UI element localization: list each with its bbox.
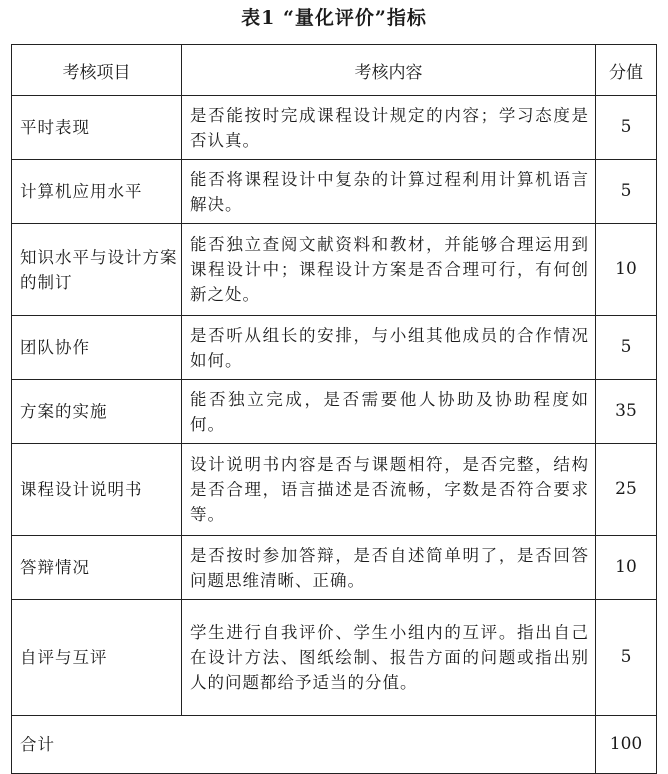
row-score: 10 xyxy=(596,536,657,600)
row-item: 课程设计说明书 xyxy=(12,444,182,536)
row-content: 是否能按时完成课程设计规定的内容；学习态度是否认真。 xyxy=(182,96,596,160)
total-label: 合计 xyxy=(12,716,596,774)
table-title: 表1 “量化评价”指标 xyxy=(241,7,427,29)
table-row xyxy=(12,600,657,716)
table-row xyxy=(12,444,657,536)
row-item: 自评与互评 xyxy=(12,600,182,716)
row-item: 团队协作 xyxy=(12,316,182,380)
header-item: 考核项目 xyxy=(12,45,182,96)
table-row xyxy=(12,160,657,224)
header-row xyxy=(12,45,657,96)
row-item: 计算机应用水平 xyxy=(12,160,182,224)
table-row xyxy=(12,316,657,380)
table-row xyxy=(12,380,657,444)
row-content: 能否独立完成，是否需要他人协助及协助程度如何。 xyxy=(182,380,596,444)
row-item: 答辩情况 xyxy=(12,536,182,600)
row-content: 学生进行自我评价、学生小组内的互评。指出自己在设计方法、图纸绘制、报告方面的问题或指出别人的问题都给予适当的分值。 xyxy=(182,600,596,716)
row-score: 5 xyxy=(596,600,657,716)
row-score: 5 xyxy=(596,96,657,160)
row-item: 知识水平与设计方案的制订 xyxy=(12,224,182,316)
row-score: 10 xyxy=(596,224,657,316)
header-score: 分值 xyxy=(596,45,657,96)
row-item: 平时表现 xyxy=(12,96,182,160)
table-row xyxy=(12,224,657,316)
row-content: 设计说明书内容是否与课题相符，是否完整，结构是否合理，语言描述是否流畅，字数是否符合要求等。 xyxy=(182,444,596,536)
evaluation-table xyxy=(11,44,657,774)
row-content: 是否按时参加答辩，是否自述简单明了，是否回答问题思维清晰、正确。 xyxy=(182,536,596,600)
table-row xyxy=(12,96,657,160)
table-row xyxy=(12,536,657,600)
row-content: 是否听从组长的安排，与小组其他成员的合作情况如何。 xyxy=(182,316,596,380)
total-row xyxy=(12,716,657,774)
row-item: 方案的实施 xyxy=(12,380,182,444)
total-score: 100 xyxy=(596,716,657,774)
row-score: 5 xyxy=(596,316,657,380)
row-score: 25 xyxy=(596,444,657,536)
row-content: 能否独立查阅文献资料和教材，并能够合理运用到课程设计中；课程设计方案是否合理可行，有何创新之处。 xyxy=(182,224,596,316)
row-content: 能否将课程设计中复杂的计算过程利用计算机语言解决。 xyxy=(182,160,596,224)
row-score: 5 xyxy=(596,160,657,224)
header-content: 考核内容 xyxy=(182,45,596,96)
row-score: 35 xyxy=(596,380,657,444)
